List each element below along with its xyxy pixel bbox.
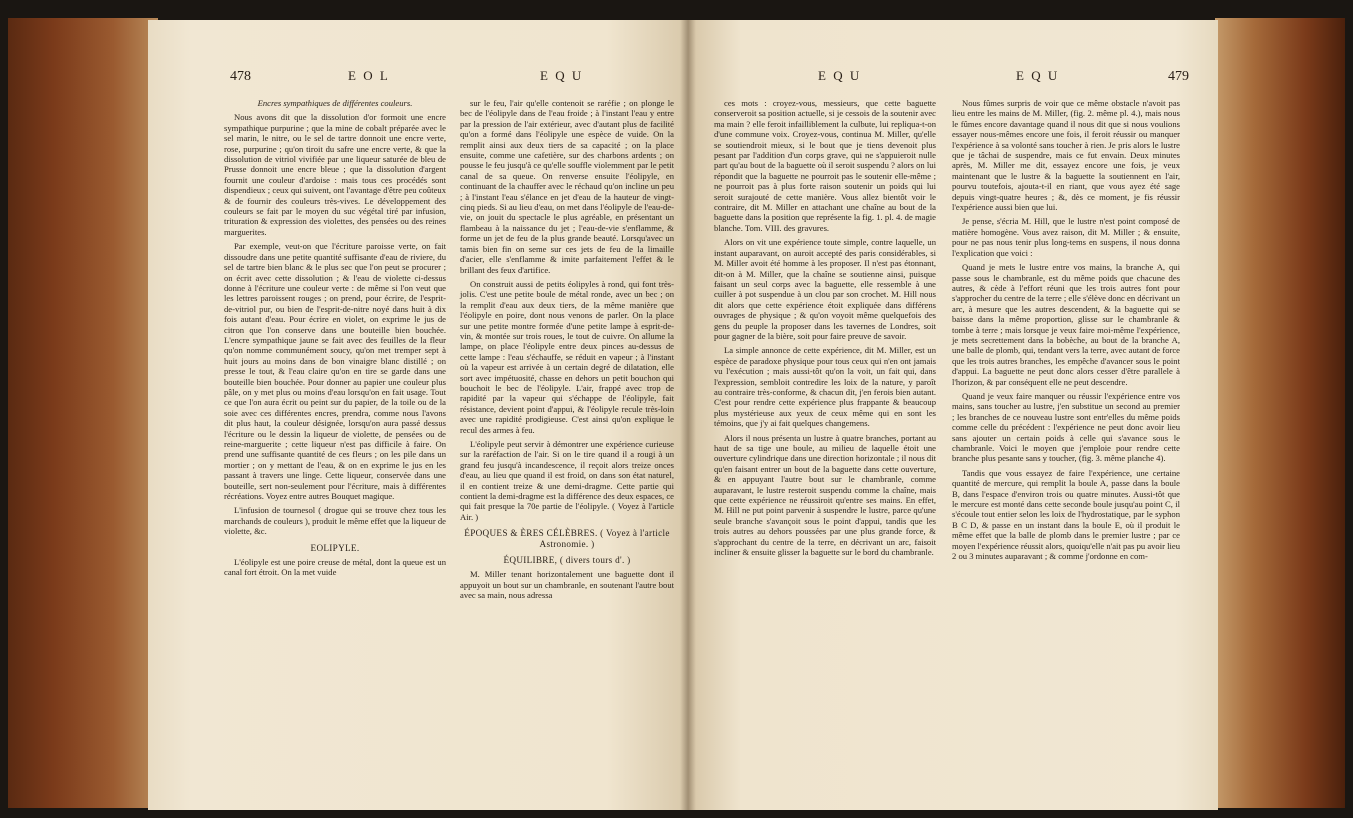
left-page-edges [8, 18, 158, 808]
right-page-edges [1215, 18, 1345, 808]
article-heading: ÉQUILIBRE, ( divers tours d'. ) [503, 555, 631, 566]
paragraph: Je pense, s'écria M. Hill, que le lustre n'est point composé de matière homogène. Vous avez raison, dit M. Miller ; & ensuite, pour ne pas nous tenir plus long-tems en suspens, il nous donna l'explication que voici : [952, 216, 1180, 258]
book-gutter [680, 20, 696, 810]
right-page-column-1 [714, 98, 936, 561]
paragraph: La simple annonce de cette expérience, dit M. Miller, est un espèce de paradoxe physique pour tous ceux qui n'en ont jamais vu l'exécution ; mais aussi-tôt qu'on la voit, un fait qui, dans l'expression, sembloit contredire les loix de la nature, y paroît au contraire très-conforme, & chacun dit, j'en ferois bien autant. C'est pour rendre cette expérience plus frappante & beaucoup plus mystérieuse aux yeux de ceux même qui en sont les témoins, que j'y ai fait quelques changemens. [714, 345, 936, 429]
article-heading: EOLIPYLE. [310, 542, 360, 553]
left-page-column-2 [460, 98, 674, 605]
paragraph: Par exemple, veut-on que l'écriture paroisse verte, on fait dissoudre dans une petite quantité suffisante d'eau de riviere, du sel de tartre bien blanc & le plus sec que l'on peut se procurer ; on écrit avec cette dissolution ; & l'eau de violette ci-dessus donne à l'écriture une couleur verte : de même si l'on veut que les lettres paroissent rouges ; on prend, pour écrire, de l'esprit-de-vitriol pur, ou bien de l'esprit-de-nitre noyé dans huit à dix fois autant d'eau. Pour écrire en violet, on exprime le jus de citron que l'on conserve dans une bouteille bien bouchée. L'encre sympathique jaune se fait avec des feuilles de la fleur qu'on nomme communément soucy, qu'on met tremper sept à huit jours au moins dans de bon vinaigre blanc distillé ; on presse le tout, & l'eau claire qu'on en tire se garde dans une bouteille bien bouchée. Pour donner au papier une couleur plus pâle, on y met plus ou moins d'eau lorsqu'on en fait usage. Tout ce que l'on aura écrit ou peint sur du papier, de la toile ou de la soie avec ces différentes encres, prendra, comme nous l'avons dit plus haut, la couleur désignée, lorsqu'on aura passé dessus l'écriture ou le dessin la liqueur de violette, de pensées ou de reine-marguerite ; cette liqueur n'est pas difficile à faire. On prend une suffisante quantité de ces fleurs ; on les pile dans un mortier ; on y mettant de l'eau, & on en exprime le jus en les passant à travers une linge. Cette liqueur, conservée dans une bouteille, sert non-seulement pour l'écriture, mais à différentes récréations. Voyez entre autres Bouquet magique. [224, 241, 446, 502]
section-subtitle: Encres sympathiques de différentes couleurs. [257, 98, 413, 108]
page-number-left: 478 [230, 69, 251, 84]
paragraph: Tandis que vous essayez de faire l'expérience, une certaine quantité de mercure, qui remplit la boule A, passe dans la boule B, dans l'espace d'environ trois ou quatre minutes. Aussi-tôt que le mercure est monté dans cette seconde boule jusqu'au point C, il s'écoule tout entier selon les loix de l'hydrostatique, par le syphon B C D, & passe en un instant dans la boule E, où il produit le même effet que la balle de plomb dans le premier lustre ; par ce moyen l'expérience réussit alors, quoiqu'elle n'ait pas pu avoir lieu 2 ou 3 minutes auparavant ; & comme j'ordonne en com- [952, 467, 1181, 562]
paragraph: Quand je mets le lustre entre vos mains, la branche A, qui passe sous le chambranle, est du même poids que chacune des autres, & cède à l'effort réuni que les trois autres font pour s'approcher du centre de la terre ; elle s'élève donc en décrivant un arc, à mesure que les autres descendent, & la baguette qui se baisse dans la même proportion, glisse sur le chambranle & tombe à terre ; mais lorsque je veux faire moi-même l'expérience, je mets secrettement dans la bobèche, au bout de la branche A, une balle de plomb, qui, tendant vers la terre, avec autant de force que les trois autres branches, les empêche d'avancer sous le point d'appui. La baguette ne peut donc alors cesser d'être parallele à l'horizon, & par conséquent elle ne peut descendre. [952, 262, 1180, 387]
left-page [148, 20, 688, 810]
paragraph: L'infusion de tournesol ( drogue qui se trouve chez tous les marchands de couleurs ), produit le même effet que la liqueur de violette, &c. [224, 505, 446, 537]
right-page [688, 20, 1218, 810]
paragraph: Nous fûmes surpris de voir que ce même obstacle n'avoit pas lieu entre les mains de M. Miller, (fig. 2. même pl. 4.), mais nous le fûmes encore davantage quand il nous dit que si nous voulions essayer nous-mêmes encore une fois, il feroit réussir ou manquer l'expérience à sa volonté sans toucher à rien. Je pris alors le lustre que je tâchai de suspendre, mais ce fut envain. Deux minutes après, M. Miller me dit, essayez encore une fois, je veux maintenant que le lustre & la baguette la soutiennent en l'air, pourvu toutefois, ajouta-t-il en riant, que vous ayez été sage depuis vingt-quatre heures ; &, dès ce moment, je fis réussir l'expérience aussi bien que lui. [952, 98, 1180, 213]
running-head-right-1: E Q U [818, 68, 862, 83]
left-page-column-1 [224, 98, 446, 582]
running-head-left-1: E O L [348, 68, 390, 83]
paragraph: Alors il nous présenta un lustre à quatre branches, portant au haut de sa tige une boule, au milieu de laquelle étoit une ouverture cylindrique dans une direction horizontale ; il nous dit qu'en faisant entrer un bout de la baguette dans cette ouverture, & en appuyant l'autre bout sur le chambranle, comme auparavant, le lustre resteroit suspendu comme la chaîne, mais que cette expérience ne réussiroit qu'entre ses mains. En effet, M. Hill ne put point parvenir à suspendre le lustre, parce qu'une seule branche s'avançoit sous le point d'appui, tandis que les trois autres au dehors poussées par une plus grande force, & s'approchant du centre de la terre, en décrivant un arc, faisoit incliner & ensuite glisser la baguette sur le bord du chambranle. [714, 432, 936, 558]
running-head-right-2: E Q U [1016, 68, 1060, 83]
paragraph: Alors on vit une expérience toute simple, contre laquelle, un instant auparavant, on auroit accepté des paris considérables, si M. Miller avoit été homme à les proposer. Il n'est pas étonnant, dit-on à M. Miller, que la chaîne se soutienne ainsi, puisque faisant un seul corps avec la baguette, elle ressemble à une cuiller à pot suspendue à un clou par son crochet. M. Hill nous dit alors que cette expérience étoit expliquée dans différens ouvrages de physique ; & qu'on voyoit même quelquefois des gens du peuple la proposer dans les tavernes de Londres, soit pour gagner de la bière, soit pour faire preuve de savoir. [714, 237, 936, 341]
page-number-right: 479 [1168, 69, 1189, 84]
paragraph: L'éolipyle est une poire creuse de métal, dont la queue est un canal fort étroit. On la met vuide [224, 557, 446, 578]
article-heading: ÉPOQUES & ÈRES CÉLÈBRES. ( Voyez à l'article Astronomie. ) [464, 528, 670, 549]
paragraph: L'éolipyle peut servir à démontrer une expérience curieuse sur la raréfaction de l'air. Si on le tire quand il a rougi à un grand feu jusqu'à incandescence, il reçoit alors treize onces d'eau, au lieu que quand il est froid, on dans son état naturel, il en contient treize & une demi-dragme. Cette partie qui contient la demi-dragme est la différence des deux espaces, ce qui fait presque la 70e partie de l'éolipyle. ( Voyez à l'article Air. ) [460, 439, 674, 522]
paragraph: sur le feu, l'air qu'elle contenoit se raréfie ; on plonge le bec de l'éolipyle dans de l'eau froide ; à l'instant l'eau y entre par la pression de l'air extérieur, avec d'autant plus de facilité qu'on a formé dans l'éolipyle une espèce de vuide. On la remplit ainsi aux deux tiers de sa capacité ; on la place ensuite, comme une cafetière, sur des charbons ardents ; on pousse le feu jusqu'à ce qu'elle souffle violemment par le petit canal de sa queue. On renverse ensuite l'éolipyle, en continuant de la chauffer avec le réchaud qu'on incline un peu ; à l'instant l'eau s'élance en jet d'eau de la hauteur de vingt-cinq pieds. Si au lieu d'eau, on met dans l'éolipyle de l'eau-de-vie, on jouit du spectacle le plus agréable, en présentant un flambeau à la naissance du jet ; l'eau-de-vie s'enflamme, & forme un jet de feu de la plus grande beauté. Lorsqu'avec un tamis bien fin on seme sur ces jets de feu de la limaille d'acier, elle s'enflamme & imite parfaitement l'effet & le brillant des feux d'artifice. [460, 98, 674, 275]
paragraph: Quand je veux faire manquer ou réussir l'expérience entre vos mains, sans toucher au lustre, j'en substitue un second au premier ; les branches de ce nouveau lustre sont entr'elles du même poids comme celle du précédent : l'expérience ne peut donc avoir lieu sans ajouter un certain poids à celle qui s'avance sous le chambranle. Voici le moyen que j'emploie pour rendre cette branche plus pesante sans y toucher, (fig. 3. même planche 4). [952, 390, 1180, 464]
running-head-left-2: E Q U [540, 68, 584, 83]
paragraph: ces mots : croyez-vous, messieurs, que cette baguette conserveroit sa position actuelle, si je cessois de la soutenir avec ma main ? elle feroit infailliblement la culbute, lui repliqua-t-on d'une commune voix. Croyez-vous, continua M. Miller, qu'elle se soutiendroit mieux, si le bout que je tiens devenoit plus pesant par l'addition d'un corps grave, qui ne s'appuieroit nulle part qu'au bout de la baguette où il seroit suspendu ? alors on lui répondit que la baguette ne pourroit pas le soutenir elle-même ; ne pourroit pas à plus forte raison soutenir un poids qui lui seroit surajouté de cette manière. Vous allez bientôt voir le contraire, dit M. Miller en attachant une chaîne au bout de la baguette dans la position que représente la fig. 1. pl. 4. de magie blanche. Tom. VIII. des gravures. [714, 98, 936, 233]
paragraph: Nous avons dit que la dissolution d'or formoit une encre sympathique purpurine ; que la mine de cobalt préparée avec le sel marin, le nitre, ou le sel de tartre donnoit une encre verte, rose, purpurine ; qu'on tiroit du safre une encre verte, & que la dissolution de vitriol vivifiée par une liqueur saturée de bleu de Prusse donnoit une encre bleue ; que la dissolution d'argent fournit une couleur d'ardoise : mais tous ces procédés sont dispendieux ; ceux qui suivent, ont l'avantage d'être peu coûteux & de fournir des couleurs très-vives. Le développement des couleurs se fait par le moyen du suc végétal tiré par infusion, trituration & expression des violettes, des pensées ou des reines marguerites. [224, 112, 446, 237]
right-page-column-2 [952, 98, 1180, 565]
paragraph: On construit aussi de petits éolipyles à rond, qui font très-jolis. C'est une petite boule de métal ronde, avec un bec ; on la remplit d'eau aux deux tiers, de la même manière que l'éolipyle en poire, dont nous venons de parler. On la place sur une petite montre formée d'une petite lampe à esprit-de-vin, & montée sur trois roues, le tout de cuivre. On allume la lampe, on place l'éolipyle entre deux pinces au-dessus de cette lampe : l'eau s'échauffe, se réduit en vapeur ; à l'instant où la vapeur est arrivée à un certain degré de dilatation, elle sort avec impétuosité, chasse en dehors un petit bouchon qui bouchoit le bec de l'éolipyle. L'air, frappé avec trop de rapidité par la vapeur qui s'échappe de l'éolipyle, fait résistance, devient point d'appui, & l'éolipyle recule très-loin avec une rapidité prodigieuse. C'est ainsi qu'on explique le recul des armes à feu. [460, 278, 674, 435]
open-book [8, 8, 1345, 812]
paragraph: M. Miller tenant horizontalement une baguette dont il appuyoit un bout sur un chambranle, en soutenant l'autre bout avec sa main, nous adressa [460, 569, 674, 601]
